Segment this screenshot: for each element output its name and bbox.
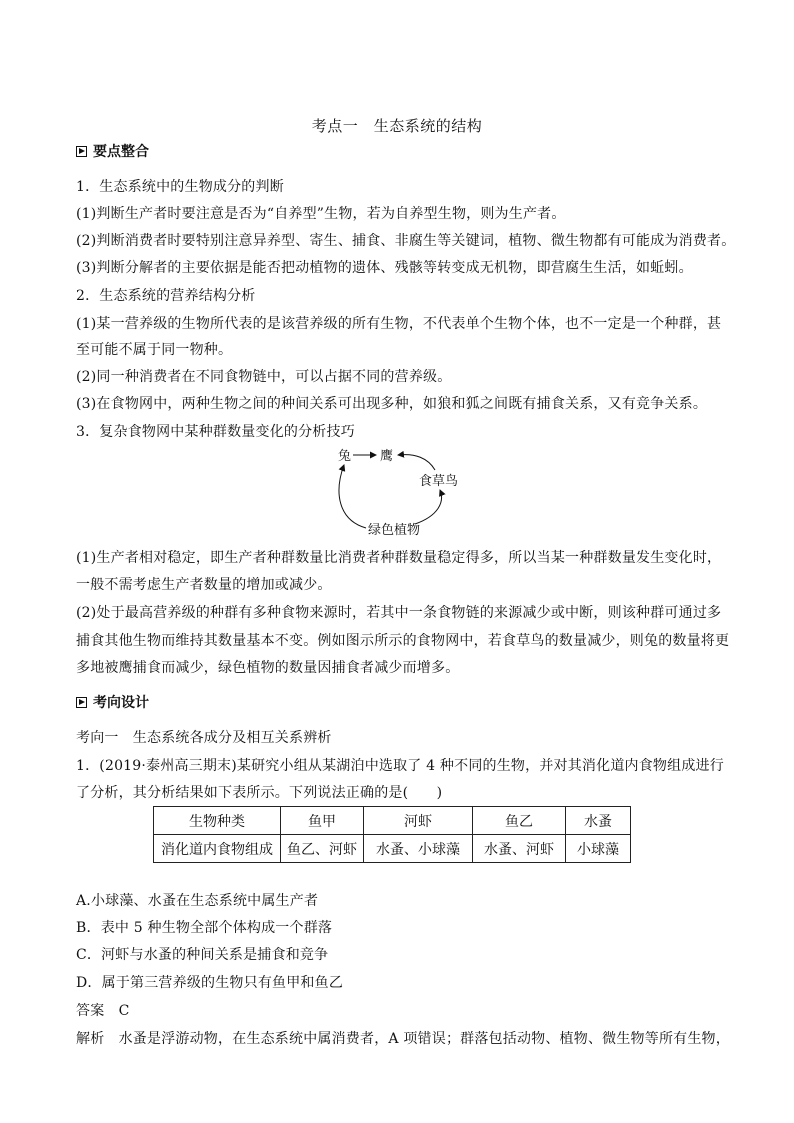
table-cell: 水蚤、河虾 <box>473 835 566 863</box>
text-line: 捕食其他生物而维持其数量基本不变。例如图示所示的食物网中，若食草鸟的数量减少，则兔的数量将更 <box>76 633 730 649</box>
table-cell: 鱼甲 <box>281 807 364 835</box>
text-line: 1．生态系统中的生物成分的判断 <box>76 179 284 195</box>
node-eagle: 鹰 <box>380 449 394 464</box>
text-line: (2)处于最高营养级的种群有多种食物来源时，若其中一条食物链的来源减少或中断，则该种群可通过多 <box>76 605 722 621</box>
answer-line: 答案 C <box>76 1003 130 1019</box>
table-cell: 水蚤、小球藻 <box>364 835 473 863</box>
table-cell: 河虾 <box>364 807 473 835</box>
option-a: A.小球藻、水蚤在生态系统中属生产者 <box>76 893 319 909</box>
food-web-diagram <box>320 440 480 545</box>
table-header-row <box>154 807 631 835</box>
table-cell: 生物种类 <box>154 807 281 835</box>
text-line: 3．复杂食物网中某种群数量变化的分析技巧 <box>76 424 355 440</box>
sub-heading: 考向一 生态系统各成分及相互关系辨析 <box>76 730 332 746</box>
text-line: (3)在食物网中，两种生物之间的种间关系可出现多种，如狼和狐之间既有捕食关系，又有竞争关系。 <box>76 396 708 412</box>
option-c: C．河虾与水蚤的种间关系是捕食和竞争 <box>76 947 329 963</box>
option-b: B．表中 5 种生物全部个体构成一个群落 <box>76 920 333 936</box>
arrow-bird-to-eagle <box>398 455 435 470</box>
section-heading-label: 要点整合 <box>93 144 149 160</box>
text-line: 2．生态系统的营养结构分析 <box>76 288 256 304</box>
text-line: (2)判断消费者时要特别注意异养型、寄生、捕食、非腐生等关键词，植物、微生物都有可能成为消费者。 <box>76 233 736 249</box>
play-triangle-icon <box>76 697 87 708</box>
section-heading-key-points <box>76 141 149 161</box>
text-line: (2)同一种消费者在不同食物链中，可以占据不同的营养级。 <box>76 369 452 385</box>
food-composition-table <box>153 806 631 863</box>
table-cell: 水蚤 <box>566 807 631 835</box>
page-title: 考点一 生态系统的结构 <box>311 117 483 135</box>
arrow-plant-to-bird <box>415 490 442 524</box>
table-cell: 消化道内食物组成 <box>154 835 281 863</box>
play-triangle-icon <box>76 146 87 157</box>
node-herbivorous-bird: 食草鸟 <box>419 474 459 489</box>
text-line: 一般不需考虑生产者数量的增加或减少。 <box>76 577 332 593</box>
question-line: 了分析，其分析结果如下表所示。下列说法正确的是( ) <box>76 785 443 801</box>
table-row <box>154 835 631 863</box>
option-d: D．属于第三营养级的生物只有鱼甲和鱼乙 <box>76 975 344 991</box>
table-cell: 小球藻 <box>566 835 631 863</box>
section-heading-label: 考向设计 <box>93 695 149 711</box>
section-heading-exam-design <box>76 692 149 712</box>
text-line: (3)判断分解者的主要依据是能否把动植物的遗体、残骸等转变成无机物，即营腐生生活，如蚯蚓。 <box>76 260 693 276</box>
text-line: 至可能不属于同一物种。 <box>76 342 233 358</box>
question-line: 1．(2019·泰州高三期末)某研究小组从某湖泊中选取了 4 种不同的生物，并对其消化道内食物组成进行 <box>76 758 724 774</box>
arrow-plant-to-rabbit <box>339 465 366 528</box>
analysis-line: 解析 水蚤是浮游动物，在生态系统中属消费者，A 项错误；群落包括动物、植物、微生物等所有生物， <box>76 1031 730 1047</box>
node-rabbit: 兔 <box>338 449 352 464</box>
table-cell: 鱼乙、河虾 <box>281 835 364 863</box>
table-cell: 鱼乙 <box>473 807 566 835</box>
node-green-plant: 绿色植物 <box>368 523 421 538</box>
text-line: (1)判断生产者时要注意是否为“自养型”生物，若为自养型生物，则为生产者。 <box>76 206 566 222</box>
text-line: (1)某一营养级的生物所代表的是该营养级的所有生物，不代表单个生物个体，也不一定是一个种群，甚 <box>76 316 722 332</box>
text-line: (1)生产者相对稳定，即生产者种群数量比消费者种群数量稳定得多，所以当某一种群数量发生变化时， <box>76 550 722 566</box>
text-line: 多地被鹰捕食而减少，绿色植物的数量因捕食者减少而增多。 <box>76 660 460 676</box>
